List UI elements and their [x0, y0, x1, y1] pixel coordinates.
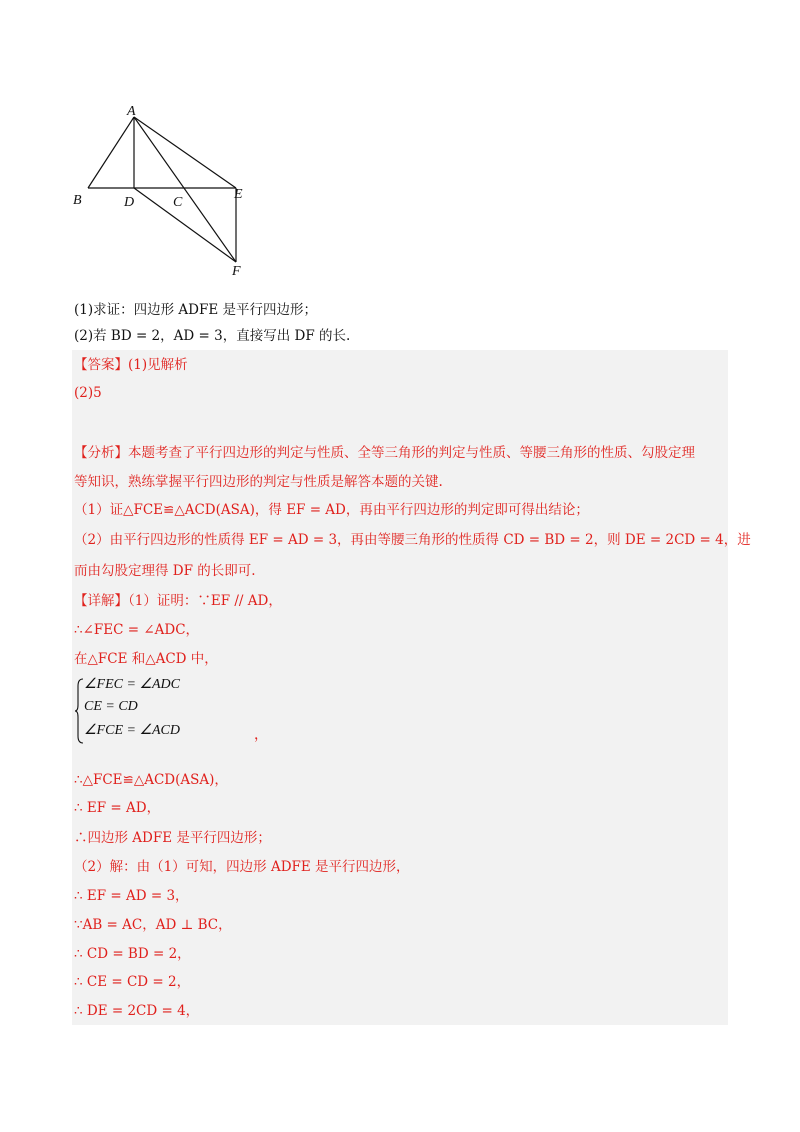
detail-line-11: ∴ CE = CD = 2， [74, 974, 191, 990]
segment-AF [134, 117, 236, 262]
point-label-B: B [73, 193, 82, 208]
detail-line-1: 【详解】（1）证明：∵EF // AD， [74, 593, 282, 609]
analysis-line-2: 等知识，熟练掌握平行四边形的判定与性质是解答本题的关键. [74, 474, 443, 490]
detail-line-6: ∴四边形 ADFE 是平行四边形； [74, 830, 271, 846]
left-brace-icon [74, 678, 84, 744]
point-label-C: C [173, 195, 183, 210]
detail-line-7: （2）解：由（1）可知，四边形 ADFE 是平行四边形， [74, 859, 410, 875]
congruence-conditions [74, 672, 274, 752]
detail-line-4: ∴△FCE≌△ACD(ASA)， [74, 772, 228, 788]
detail-line-8: ∴ EF = AD = 3， [74, 888, 189, 904]
analysis-line-4: （2）由平行四边形的性质得 EF = AD = 3，再由等腰三角形的性质得 CD = BD = 2，则 DE = 2CD = 4，进 [74, 532, 751, 548]
point-label-D: D [124, 195, 135, 210]
answer-line-2: (2)5 [74, 385, 102, 401]
detail-line-12: ∴ DE = 2CD = 4， [74, 1003, 200, 1019]
geometry-figure [70, 100, 260, 280]
detail-line-2: ∴∠FEC = ∠ADC， [74, 622, 200, 638]
point-label-E: E [234, 187, 243, 202]
answer-line-1: 【答案】(1)见解析 [74, 357, 188, 373]
analysis-line-5: 而由勾股定理得 DF 的长即可. [74, 563, 256, 579]
condition-2: CE = CD [84, 699, 138, 714]
detail-line-5: ∴ EF = AD， [74, 800, 161, 816]
condition-1: ∠FEC = ∠ADC [84, 677, 180, 692]
detail-line-3: 在△FCE 和△ACD 中， [74, 651, 218, 667]
segment-AB [88, 117, 134, 188]
detail-line-10: ∴ CD = BD = 2， [74, 946, 191, 962]
point-label-A: A [127, 104, 136, 119]
segment-AE [134, 117, 236, 188]
segment-DF [134, 188, 236, 262]
geometry-diagram [70, 100, 260, 280]
detail-line-9: ∵AB = AC，AD ⊥ BC， [74, 917, 232, 933]
condition-3: ∠FCE = ∠ACD [84, 723, 180, 738]
question-2: (2)若 BD = 2，AD = 3，直接写出 DF 的长. [74, 328, 351, 344]
analysis-line-1: 【分析】本题考查了平行四边形的判定与性质、全等三角形的判定与性质、等腰三角形的性质、勾股定理 [74, 445, 695, 461]
analysis-line-3: （1）证△FCE≌△ACD(ASA)，得 EF = AD，再由平行四边形的判定即可得出结论； [74, 502, 589, 518]
brace-comma: ， [254, 727, 268, 743]
point-label-F: F [232, 264, 241, 279]
question-1: (1)求证：四边形 ADFE 是平行四边形； [74, 302, 317, 318]
